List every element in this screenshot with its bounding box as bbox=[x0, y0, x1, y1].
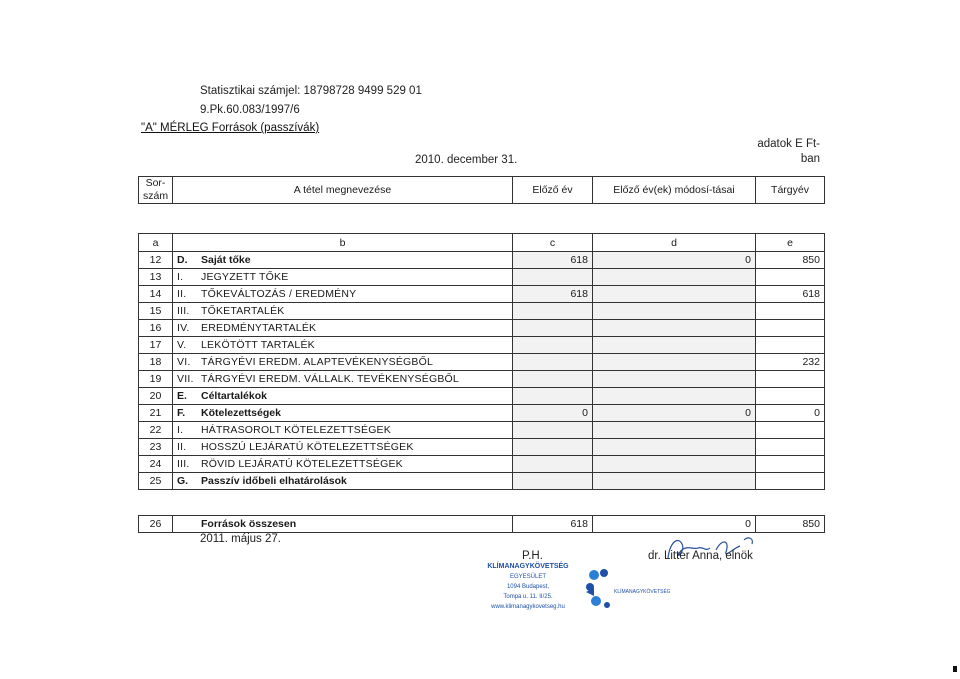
row-label bbox=[173, 303, 513, 320]
row-number: 18 bbox=[139, 354, 173, 371]
row-prev-value bbox=[513, 269, 593, 286]
row-code: VI. bbox=[177, 356, 191, 368]
row-number: 17 bbox=[139, 337, 173, 354]
total-adj: 0 bbox=[593, 516, 756, 533]
row-prev-value bbox=[513, 456, 593, 473]
col-letter: b bbox=[173, 234, 513, 252]
table-row bbox=[139, 286, 825, 303]
row-code: F. bbox=[177, 407, 186, 419]
row-curr-value: 850 bbox=[756, 252, 825, 269]
column-letter-row bbox=[139, 234, 825, 252]
row-code: V. bbox=[177, 339, 187, 351]
row-number: 16 bbox=[139, 320, 173, 337]
row-prev-value bbox=[513, 337, 593, 354]
row-code: II. bbox=[177, 441, 187, 453]
total-curr: 850 bbox=[756, 516, 825, 533]
row-code: VII. bbox=[177, 373, 194, 385]
row-adj-value bbox=[593, 320, 756, 337]
scan-mark bbox=[953, 666, 957, 672]
row-label bbox=[173, 337, 513, 354]
stat-id: Statisztikai számjel: 18798728 9499 529 01 bbox=[200, 85, 422, 97]
col-header-no: Sor-szám bbox=[139, 177, 173, 204]
row-code: G. bbox=[177, 475, 189, 487]
table-row bbox=[139, 473, 825, 490]
row-adj-value bbox=[593, 422, 756, 439]
row-label bbox=[173, 371, 513, 388]
table-row bbox=[139, 439, 825, 456]
row-name: LEKÖTÖTT TARTALÉK bbox=[201, 339, 315, 351]
row-label bbox=[173, 269, 513, 286]
col-letter: a bbox=[139, 234, 173, 252]
row-code: I. bbox=[177, 424, 184, 436]
row-adj-value bbox=[593, 303, 756, 320]
row-name: RÖVID LEJÁRATÚ KÖTELEZETTSÉGEK bbox=[201, 458, 403, 470]
table-row bbox=[139, 388, 825, 405]
row-code: D. bbox=[177, 254, 188, 266]
row-number: 12 bbox=[139, 252, 173, 269]
row-curr-value bbox=[756, 269, 825, 286]
row-adj-value: 0 bbox=[593, 405, 756, 422]
row-number: 20 bbox=[139, 388, 173, 405]
row-prev-value bbox=[513, 371, 593, 388]
row-prev-value bbox=[513, 303, 593, 320]
stamp-line: EGYESÜLET bbox=[509, 574, 546, 580]
row-curr-value bbox=[756, 422, 825, 439]
balance-table bbox=[138, 233, 825, 490]
row-code: III. bbox=[177, 305, 190, 317]
row-adj-value bbox=[593, 286, 756, 303]
row-prev-value: 0 bbox=[513, 405, 593, 422]
stamp-line: www.klimanagykovetseg.hu bbox=[491, 604, 565, 610]
table-row bbox=[139, 405, 825, 422]
row-curr-value bbox=[756, 456, 825, 473]
row-name: TÁRGYÉVI EREDM. VÁLLALK. TEVÉKENYSÉGBŐL bbox=[201, 373, 459, 385]
row-adj-value bbox=[593, 439, 756, 456]
row-adj-value bbox=[593, 371, 756, 388]
row-label bbox=[173, 354, 513, 371]
row-name: TÁRGYÉVI EREDM. ALAPTEVÉKENYSÉGBŐL bbox=[201, 356, 434, 368]
table-row bbox=[139, 422, 825, 439]
row-prev-value bbox=[513, 439, 593, 456]
total-prev: 618 bbox=[513, 516, 593, 533]
row-prev-value bbox=[513, 320, 593, 337]
row-curr-value: 232 bbox=[756, 354, 825, 371]
total-label: Források összesen bbox=[173, 516, 513, 533]
row-number: 23 bbox=[139, 439, 173, 456]
row-number: 22 bbox=[139, 422, 173, 439]
signature-date: 2011. május 27. bbox=[200, 533, 281, 545]
row-label bbox=[173, 456, 513, 473]
row-prev-value: 618 bbox=[513, 252, 593, 269]
table-row bbox=[139, 456, 825, 473]
row-label bbox=[173, 286, 513, 303]
row-name: JEGYZETT TŐKE bbox=[201, 271, 289, 283]
table-row bbox=[139, 252, 825, 269]
row-adj-value bbox=[593, 388, 756, 405]
row-number: 15 bbox=[139, 303, 173, 320]
row-label bbox=[173, 439, 513, 456]
row-adj-value bbox=[593, 269, 756, 286]
row-adj-value bbox=[593, 337, 756, 354]
table-row bbox=[139, 354, 825, 371]
row-curr-value bbox=[756, 303, 825, 320]
row-label bbox=[173, 320, 513, 337]
row-adj-value bbox=[593, 473, 756, 490]
row-curr-value: 618 bbox=[756, 286, 825, 303]
row-label bbox=[173, 473, 513, 490]
stamp-line: Tompa u. 11. II/25. bbox=[503, 594, 553, 600]
table-row bbox=[139, 337, 825, 354]
total-no: 26 bbox=[139, 516, 173, 533]
row-number: 13 bbox=[139, 269, 173, 286]
stamp-line: KLÍMANAGYKÖVETSÉG bbox=[487, 563, 569, 570]
row-name: Saját tőke bbox=[201, 254, 251, 266]
row-curr-value bbox=[756, 388, 825, 405]
row-code: E. bbox=[177, 390, 187, 402]
row-name: HÁTRASOROLT KÖTELEZETTSÉGEK bbox=[201, 424, 391, 436]
row-label bbox=[173, 405, 513, 422]
row-prev-value bbox=[513, 422, 593, 439]
row-curr-value: 0 bbox=[756, 405, 825, 422]
row-name: Céltartalékok bbox=[201, 390, 267, 402]
row-number: 25 bbox=[139, 473, 173, 490]
row-name: TŐKEVÁLTOZÁS / EREDMÉNY bbox=[201, 288, 357, 300]
row-curr-value bbox=[756, 371, 825, 388]
col-header-curr: Tárgyév bbox=[756, 177, 825, 204]
col-header-name: A tétel megnevezése bbox=[173, 177, 513, 204]
row-name: Passzív időbeli elhatárolások bbox=[201, 475, 347, 487]
ph-label: P.H. bbox=[522, 550, 543, 562]
stamp-logo-icon bbox=[580, 565, 670, 615]
col-letter: e bbox=[756, 234, 825, 252]
row-adj-value: 0 bbox=[593, 252, 756, 269]
row-curr-value bbox=[756, 337, 825, 354]
row-number: 24 bbox=[139, 456, 173, 473]
organization-stamp bbox=[478, 562, 578, 612]
units-note: adatok E Ft-ban bbox=[757, 138, 820, 165]
row-name: EREDMÉNYTARTALÉK bbox=[201, 322, 317, 334]
row-name: TŐKETARTALÉK bbox=[201, 305, 285, 317]
row-prev-value bbox=[513, 473, 593, 490]
col-letter: c bbox=[513, 234, 593, 252]
table-row bbox=[139, 320, 825, 337]
col-letter: d bbox=[593, 234, 756, 252]
row-number: 19 bbox=[139, 371, 173, 388]
row-code: I. bbox=[177, 271, 184, 283]
row-prev-value bbox=[513, 388, 593, 405]
row-curr-value bbox=[756, 320, 825, 337]
svg-text:KLÍMANAGYKÖVETSÉG: KLÍMANAGYKÖVETSÉG bbox=[614, 589, 670, 595]
row-curr-value bbox=[756, 473, 825, 490]
row-adj-value bbox=[593, 456, 756, 473]
signer-name: dr. Litter Anna, elnök bbox=[648, 550, 753, 562]
row-label bbox=[173, 422, 513, 439]
row-adj-value bbox=[593, 354, 756, 371]
column-header-row bbox=[139, 177, 825, 204]
row-curr-value bbox=[756, 439, 825, 456]
row-prev-value: 618 bbox=[513, 286, 593, 303]
column-header-table bbox=[138, 176, 825, 204]
court-reference: 9.Pk.60.083/1997/6 bbox=[200, 104, 300, 116]
row-number: 21 bbox=[139, 405, 173, 422]
document-title: "A" MÉRLEG Források (passzívák) bbox=[141, 122, 320, 134]
stamp-line: 1094 Budapest, bbox=[506, 584, 550, 590]
row-prev-value bbox=[513, 354, 593, 371]
row-code: III. bbox=[177, 458, 190, 470]
row-number: 14 bbox=[139, 286, 173, 303]
row-label bbox=[173, 388, 513, 405]
row-label bbox=[173, 252, 513, 269]
table-row bbox=[139, 371, 825, 388]
table-row bbox=[139, 303, 825, 320]
row-name: Kötelezettségek bbox=[201, 407, 281, 419]
row-name: HOSSZÚ LEJÁRATÚ KÖTELEZETTSÉGEK bbox=[201, 441, 414, 453]
col-header-prev: Előző év bbox=[513, 177, 593, 204]
table-row bbox=[139, 269, 825, 286]
col-header-adj: Előző év(ek) módosí-tásai bbox=[593, 177, 756, 204]
row-code: IV. bbox=[177, 322, 190, 334]
row-code: II. bbox=[177, 288, 187, 300]
report-date: 2010. december 31. bbox=[415, 154, 518, 166]
